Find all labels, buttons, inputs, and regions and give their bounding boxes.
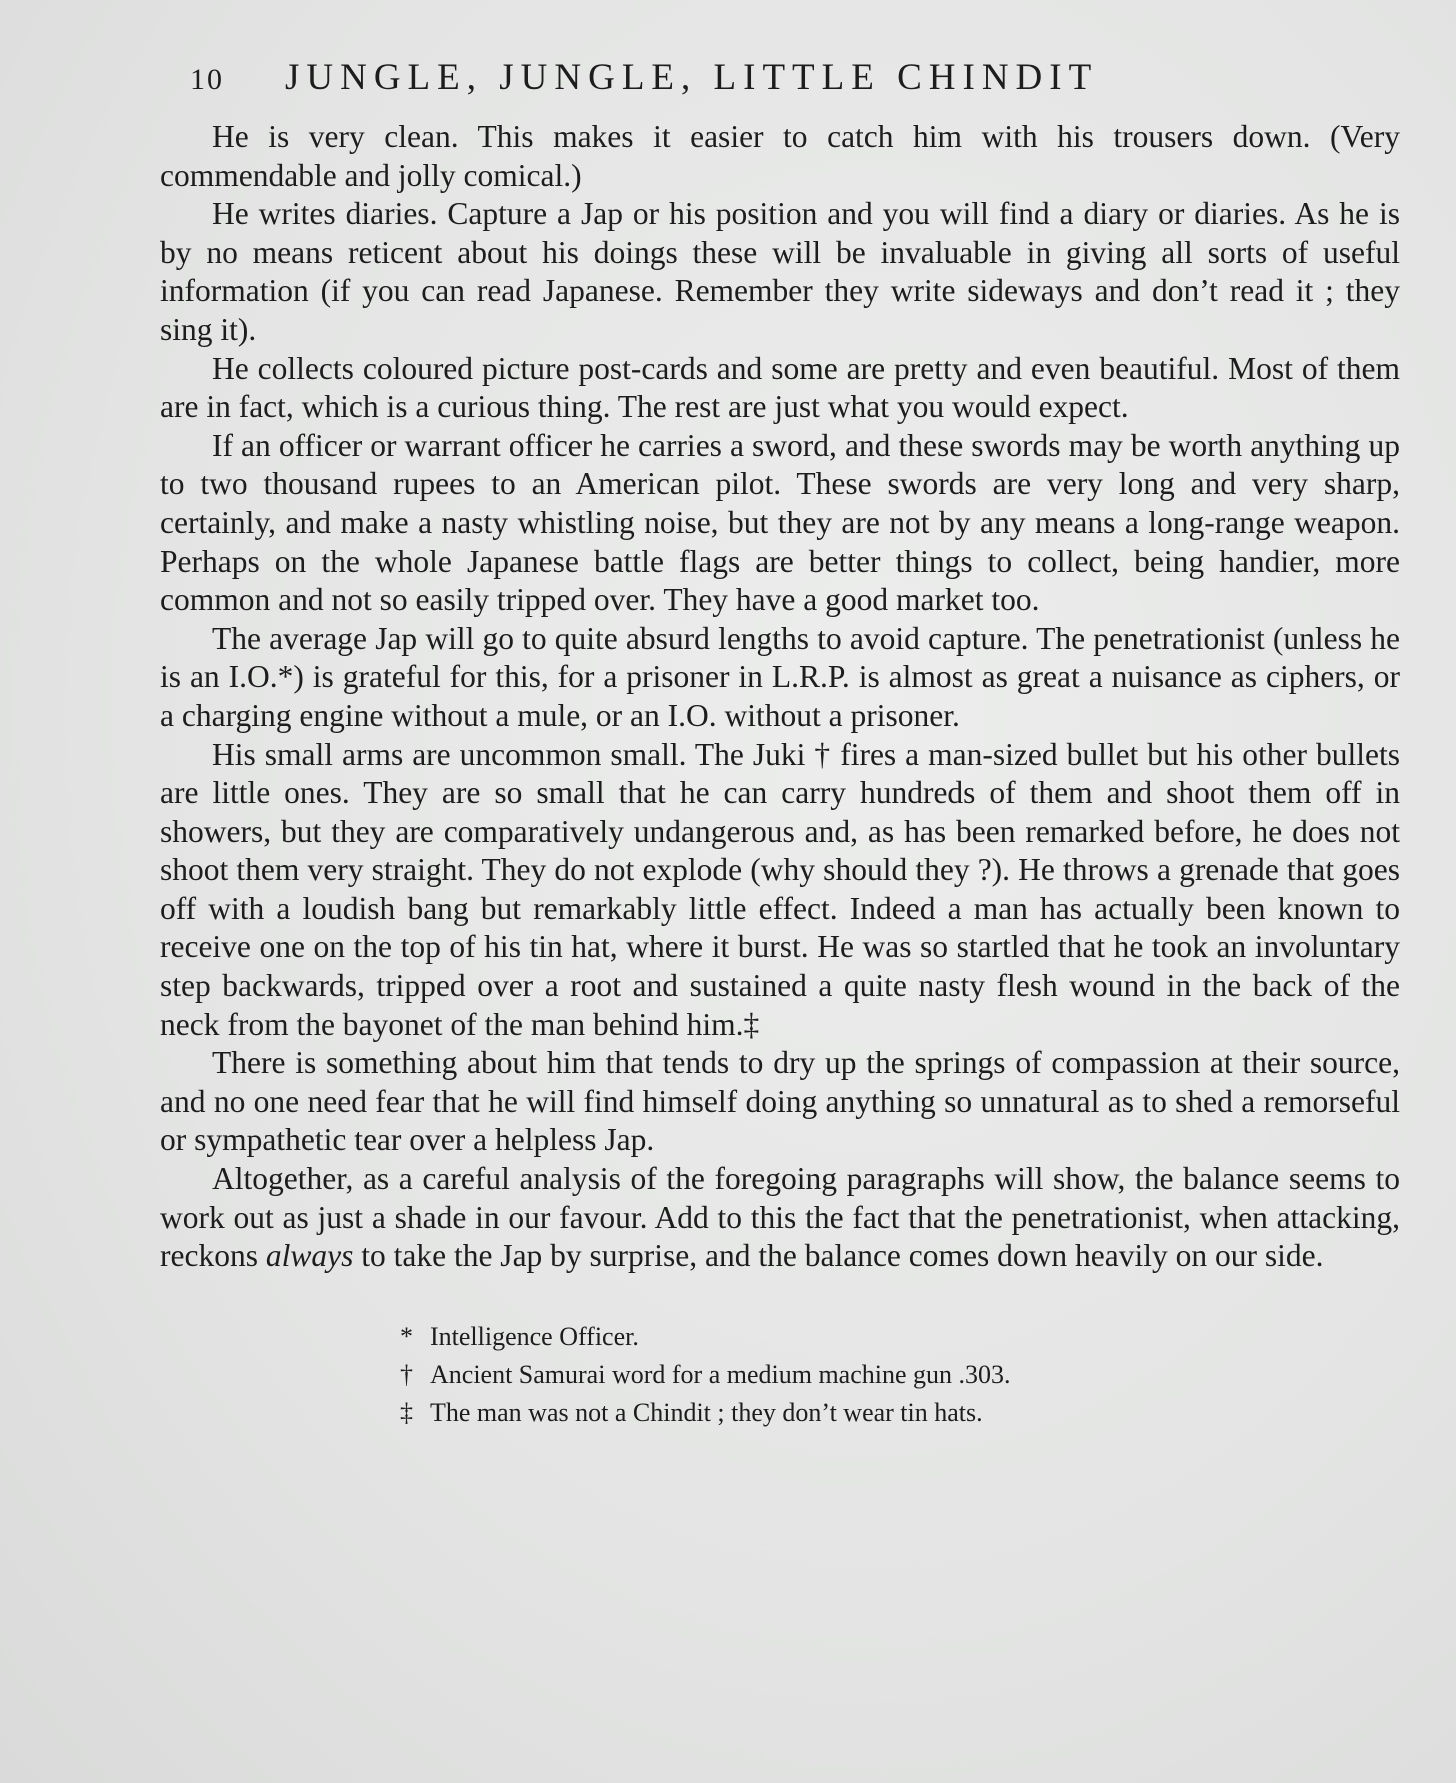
running-title: JUNGLE, JUNGLE, LITTLE CHINDIT [285, 57, 1099, 98]
emphasis-word: always [265, 1238, 354, 1274]
paragraph-last [160, 1160, 1400, 1276]
footnotes [400, 1318, 1400, 1432]
paragraph: The average Jap will go to quite absurd lengths to avoid capture. The penetrationist (unless he is an I.O.*) is grateful for this, for a prisoner in L.R.P. is almost as great a nuisance as ciphers, or a charging engine without a mule, or an I.O. without a prisoner. [160, 620, 1400, 733]
footnote-mark: ‡ [400, 1397, 413, 1427]
footnote-text: Intelligence Officer. [430, 1321, 639, 1351]
paragraph-last-after: to take the Jap by surprise, and the balance comes down heavily on our side. [353, 1238, 1324, 1274]
footnote [400, 1394, 1400, 1432]
book-page [160, 56, 1400, 1432]
footnote-mark: * [400, 1321, 413, 1351]
footnote [400, 1318, 1400, 1356]
footnote-text: The man was not a Chindit ; they don’t wear tin hats. [430, 1397, 983, 1427]
paragraph: There is something about him that tends to dry up the springs of compassion at their source, and no one need fear that he will find himself doing anything so unnatural as to shed a remorseful or sympathetic tear over a helpless Jap. [160, 1045, 1400, 1158]
body-text [160, 118, 1400, 1276]
footnote-mark: † [400, 1359, 413, 1389]
page-number: 10 [190, 63, 224, 96]
paragraph: He collects coloured picture post-cards and some are pretty and even beautiful. Most of them are in fact, which is a curious thing. The rest are just what you would expect. [160, 350, 1400, 425]
paragraph: He writes diaries. Capture a Jap or his position and you will find a diary or diaries. As he is by no means reticent about his doings these will be invaluable in giving all sorts of useful information (if you can read Japanese. Remember they write sideways and don’t read it ; they sing it). [160, 196, 1400, 347]
paragraph: If an officer or warrant officer he carries a sword, and these swords may be worth anything up to two thousand rupees to an American pilot. These swords are very long and very sharp, certainly, and make a nasty whistling noise, but they are not by any means a long-range weapon. Perhaps on the whole Japanese battle flags are better things to collect, being handier, more common and not so easily tripped over. They have a good market too. [160, 427, 1400, 618]
paragraph: He is very clean. This makes it easier to catch him with his trousers down. (Very commendable and jolly comical.) [160, 119, 1400, 193]
paragraph-last-before: Altogether, as a careful analysis of the foregoing paragraphs will show, the balance seems to work out as just a shade in our favour. Add to this the fact that the penetrationist, when attacking, reckons [160, 1161, 1400, 1274]
paragraph: His small arms are uncommon small. The Juki † fires a man-sized bullet but his other bullets are little ones. They are so small that he can carry hundreds of them and shoot them off in showers, but they are comparatively undangerous and, as has been remarked before, he does not shoot them very straight. They do not explode (why should they ?). He throws a grenade that goes off with a loudish bang but remarkably little effect. Indeed a man has actually been known to receive one on the top of his tin hat, where it burst. He was so startled that he took an involuntary step backwards, tripped over a root and sustained a quite nasty flesh wound in the back of the neck from the bayonet of the man behind him.‡ [160, 736, 1400, 1042]
page-header [160, 56, 1400, 112]
footnote-text: Ancient Samurai word for a medium machine gun .303. [430, 1359, 1011, 1389]
footnote [400, 1356, 1400, 1394]
